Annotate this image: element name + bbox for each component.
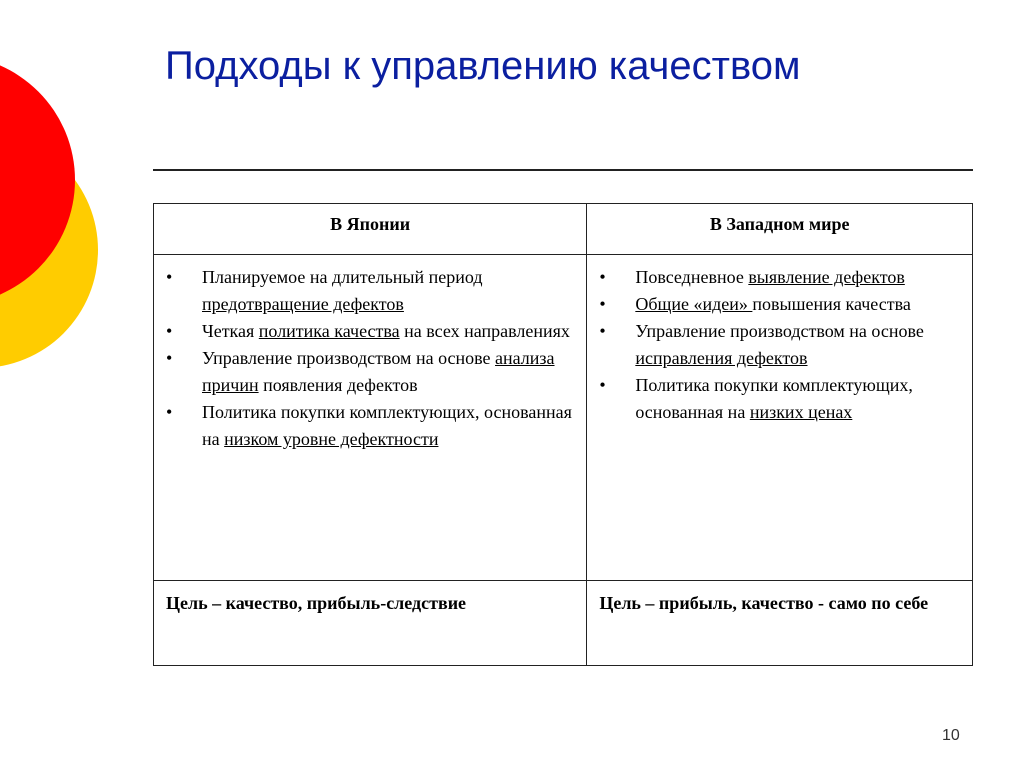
item-text: Управление производством на основе (202, 348, 496, 368)
bullet-icon: • (599, 375, 606, 395)
item-text: Политика покупки комплектующих, основанная на (635, 375, 913, 422)
comparison-table (153, 203, 973, 666)
title-divider (153, 169, 973, 171)
list-item (154, 318, 578, 345)
list-item (587, 291, 964, 318)
west-list (587, 255, 972, 426)
item-text: повышения качества (752, 294, 911, 314)
goal-row (154, 581, 973, 666)
item-text: Управление производством на основе (635, 321, 924, 341)
underlined-text: исправления дефектов (635, 348, 808, 368)
bullet-icon: • (166, 267, 173, 287)
bullet-icon: • (599, 294, 606, 314)
bullet-icon: • (599, 267, 606, 287)
item-text: Повседневное (635, 267, 749, 287)
header-row (154, 204, 973, 255)
item-text: Четкая (202, 321, 259, 341)
page-number: 10 (942, 727, 960, 744)
item-text: на всех направлениях (399, 321, 570, 341)
goal-japan: Цель – качество, прибыль-следствие (166, 593, 467, 613)
goal-west: Цель – прибыль, качество - само по себе (599, 593, 929, 613)
underlined-text: предотвращение дефектов (202, 294, 404, 314)
item-text: Планируемое на длительный период (202, 267, 483, 287)
bullet-icon: • (599, 321, 606, 341)
bullet-icon: • (166, 402, 173, 422)
header-japan: В Японии (154, 204, 587, 255)
underlined-text: низком уровне дефектности (224, 429, 439, 449)
underlined-text: низких ценах (749, 402, 853, 422)
japan-list (154, 255, 586, 453)
underlined-text: Общие «идеи» (635, 294, 753, 314)
japan-cell (154, 255, 587, 581)
header-west: В Западном мире (587, 204, 973, 255)
decorative-circles (0, 0, 110, 420)
list-item (154, 345, 578, 399)
bullet-icon: • (166, 348, 173, 368)
slide-title: Подходы к управлению качеством (165, 44, 801, 88)
item-text: появления дефектов (258, 375, 418, 395)
underlined-text: выявление дефектов (748, 267, 905, 287)
item-text: Политика покупки комплектующих, основанная на (202, 402, 572, 449)
underlined-text: политика качества (258, 321, 400, 341)
list-item (154, 399, 578, 453)
goal-west-cell (587, 581, 973, 666)
items-row (154, 255, 973, 581)
goal-japan-cell (154, 581, 587, 666)
list-item (154, 264, 578, 318)
west-cell (587, 255, 973, 581)
underlined-text: анализа причин (202, 348, 555, 395)
list-item (587, 372, 964, 426)
list-item (587, 264, 964, 291)
bullet-icon: • (166, 321, 173, 341)
list-item (587, 318, 964, 372)
